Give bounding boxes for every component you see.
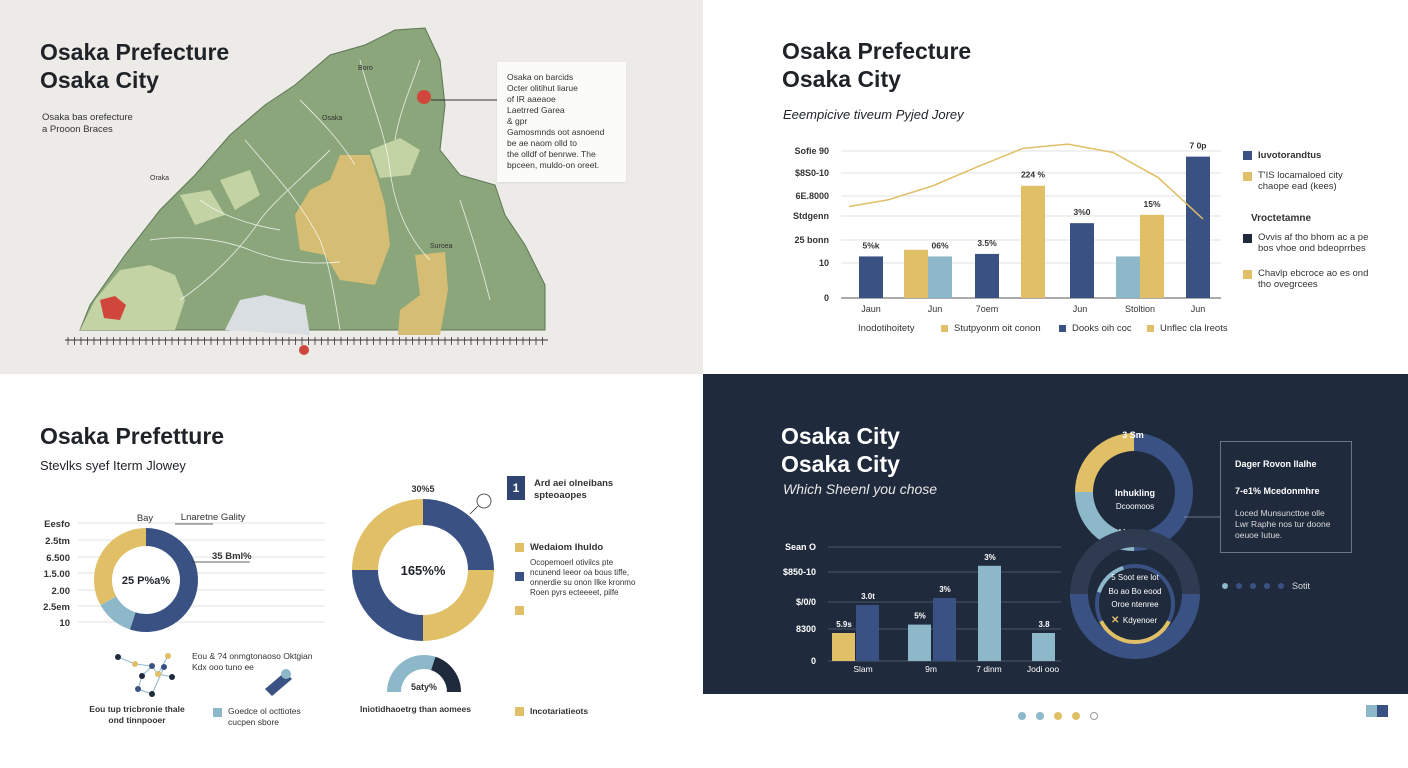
y-tick-label: 25 bonn [794, 235, 829, 245]
legend-swatch [515, 707, 524, 716]
bar[interactable] [908, 625, 931, 661]
y-tick-label: Sofie 90 [794, 146, 829, 156]
bar-value-label: 3% [939, 585, 951, 594]
osaka-map[interactable] [0, 0, 703, 374]
page-dot[interactable] [1018, 712, 1026, 720]
x-tick-label: Jun [927, 304, 943, 314]
bar-value-label: 15% [1143, 198, 1161, 209]
donut-panel-title: Osaka Prefetture [40, 423, 225, 449]
y-tick-label: Sean O [784, 542, 816, 552]
info-box-title: Dager Rovon llalhe [1235, 459, 1317, 469]
legend-swatch [1243, 270, 1252, 279]
legend-swatch [1243, 172, 1252, 181]
map-title: Osaka Prefecture Osaka City [40, 39, 230, 93]
y-tick-label: 6.500 [46, 553, 70, 564]
footer-legend-item: Dooks oih coc [1059, 323, 1132, 334]
page-dot-outline[interactable] [1090, 712, 1098, 720]
bar-panel-subtitle: Eeempicive tiveum Pyjed Jorey [783, 107, 964, 122]
x-tick-label: Jun [1190, 304, 1206, 314]
bar-value-label: 224 % [1020, 169, 1046, 180]
bar-value-label: 5%k [862, 240, 880, 251]
bar-panel-title: Osaka Prefecture Osaka City [782, 38, 972, 92]
legend-item [515, 606, 530, 615]
legend-swatch [515, 543, 524, 552]
legend-swatch [515, 572, 524, 581]
page-indicator[interactable] [1018, 712, 1098, 720]
small-caption: Eou & ?4 onmgtonaoso Oktgian Kdx ooo tuno ee [192, 651, 313, 672]
map-panel [0, 0, 703, 374]
donut-panel [0, 374, 703, 768]
footer-legend-item: Unflec cla lreots [1147, 323, 1228, 334]
donut-middle-slice[interactable] [423, 570, 481, 628]
legend-swatch [1059, 325, 1066, 332]
legend-swatch [1147, 325, 1154, 332]
donut-middle-slice[interactable] [423, 512, 481, 570]
y-tick-label: $8S0-10 [794, 168, 829, 178]
dark-panel [703, 374, 1408, 694]
page-dot[interactable] [1036, 712, 1044, 720]
network-node [132, 661, 138, 667]
legend-swatch [941, 325, 948, 332]
footer-label: Iniotidhaoetrg than aomees [360, 704, 471, 714]
x-tick-label: 7oem [975, 304, 999, 314]
legend-item: Wedaiom Ihuldo [515, 542, 603, 553]
map-label: Suroea [430, 243, 453, 250]
footer-label: Incotariatieots [515, 706, 588, 716]
chart-label: Lnaretne Gality [180, 512, 246, 523]
bar-value-label: 3.0t [861, 592, 875, 601]
info-box-text: Loced Munsuncttoe olle Lwr Raphe nos tur doone oeuoe Iutue. [1235, 508, 1331, 540]
bar[interactable] [928, 256, 952, 298]
x-tick-label: Jaun [861, 304, 881, 314]
bar-value-label: 7 0p [1189, 140, 1207, 151]
map-label: Oraka [150, 175, 170, 182]
map-callout [497, 62, 626, 182]
dark-panel-subtitle: Which Sheenl you chose [783, 481, 938, 497]
bar[interactable] [1140, 215, 1164, 298]
x-tick-label: 7 dinm [976, 664, 1002, 674]
map-label: Osaka [322, 115, 343, 122]
legend-item: Chavlp ebcroce ao es ond tho ovegrcees [1243, 268, 1373, 290]
ring-inner-label: Bo ao Bo eood [1108, 587, 1162, 596]
scale-marker-icon [299, 345, 309, 355]
bar[interactable] [1116, 256, 1140, 298]
x-tick-label: Jodi ooo [1026, 664, 1060, 674]
y-tick-label: 0 [823, 293, 829, 303]
network-node [161, 664, 167, 670]
donut-middle-slice[interactable] [365, 570, 423, 628]
bar[interactable] [1186, 157, 1210, 298]
bar[interactable] [933, 598, 956, 661]
ring-inner-label: Inhukling [1115, 488, 1155, 498]
ring-inner-label: Oroe ntenree [1111, 600, 1159, 609]
legend-swatch [213, 708, 222, 717]
network-node [149, 663, 155, 669]
legend-item: Ocopemoerl otivilcs pte ncunend Ieeor oa bous tiffe, onnerdie su onon Ilke kronmo Roen pyrs ecteeeet, pilfe [515, 558, 640, 598]
y-tick-label: 8300 [795, 624, 816, 634]
bar-value-label: 3.5% [977, 237, 997, 248]
y-tick-label: $850-10 [782, 567, 816, 577]
y-tick-label: $/0/0 [795, 597, 816, 607]
close-icon: ✕ [1111, 615, 1120, 626]
network-node [149, 691, 155, 697]
y-tick-label: Stdgenn [793, 211, 829, 221]
location-pin-icon[interactable] [417, 90, 431, 104]
dot[interactable] [1236, 583, 1242, 589]
dot[interactable] [1264, 583, 1270, 589]
half-donut-label: 5aty% [410, 682, 438, 692]
bar-chart-panel [703, 0, 1408, 374]
legend-item: Ovvis af tho bhom ac a pe bos vhoe ond bdeoprrbes [1243, 232, 1373, 254]
map-label: Boro [358, 65, 373, 72]
ring-top-label: 3 Sm [1122, 430, 1144, 440]
network-node [135, 686, 141, 692]
network-node [165, 653, 171, 659]
page-dot[interactable] [1054, 712, 1062, 720]
ring-inner-label: Dcoomoos [1115, 502, 1155, 511]
legend-section-title: Vroctetamne [1251, 213, 1312, 224]
leader-line [470, 506, 478, 514]
bar-value-label: 3.8 [1038, 620, 1050, 629]
bar-value-label: 5% [914, 611, 926, 621]
bar[interactable] [1070, 223, 1094, 298]
callout-text: Osaka on barcids Octer olitihut liarue of IR aaeaoe Laetrred Garea & gpr Gamosmnds oot asnoend be ae naom olld to the olldf of benrwe. The bpceen, muldo-on oreet. [507, 72, 605, 170]
donut-center-label: 165%% [400, 563, 446, 578]
bar[interactable] [1021, 186, 1045, 298]
y-tick-label: 2.00 [51, 586, 70, 597]
bar[interactable] [859, 256, 883, 298]
dark-panel-title: Osaka City Osaka City [781, 423, 900, 477]
donut-center-label: 25 P%a% [121, 575, 171, 587]
footer-label: Goedce ol octtiotes cucpen sbore [213, 706, 328, 728]
bar[interactable] [904, 250, 928, 298]
legend-swatch [515, 606, 524, 615]
y-tick-label: Eesfo [44, 519, 70, 530]
dot[interactable] [1278, 583, 1284, 589]
bar[interactable] [1032, 633, 1055, 661]
x-tick-label: 9m [925, 664, 937, 674]
dots-label: Sotit [1292, 581, 1311, 591]
y-tick-label: 6E.8000 [795, 191, 829, 201]
footer-legend-item: Stutpyonm oit conon [941, 323, 1041, 334]
y-tick-label: 2.5em [43, 602, 70, 613]
dark-info-box [1220, 441, 1352, 553]
y-tick-label: 10 [59, 618, 70, 629]
ring-inner-label: 5 Soot ere lot [1111, 573, 1159, 582]
y-tick-label: 10 [818, 258, 829, 268]
bar-value-label: 06% [931, 240, 949, 251]
map-subtitle: Osaka bas orefecture a Prooon Braces [42, 112, 133, 135]
ring-inner-label: Maanes [1118, 528, 1148, 537]
network-node [169, 674, 175, 680]
callout-bubble-icon [477, 494, 491, 508]
page-dot[interactable] [1072, 712, 1080, 720]
footer-label: Eou tup tricbronie thale ond tinnpooer [89, 704, 185, 725]
footer-legend-item: Inodotihoitety [858, 323, 915, 334]
bar[interactable] [832, 633, 855, 661]
x-tick-label: Slam [853, 664, 873, 674]
bar[interactable] [978, 566, 1001, 661]
legend-item: Iuvotorandtus [1243, 150, 1321, 161]
dot-indicator[interactable] [1222, 581, 1310, 591]
y-tick-label: 2.5tm [45, 536, 70, 547]
bar[interactable] [856, 605, 879, 661]
slide-thumbnail-icon[interactable] [1366, 705, 1388, 717]
donut-middle-slice[interactable] [365, 512, 423, 570]
x-tick-label: Jun [1072, 304, 1088, 314]
donut-top-label: Bay [136, 513, 154, 524]
dot[interactable] [1222, 583, 1228, 589]
bar-value-label: 3%0 [1073, 207, 1091, 218]
ring-top-slice[interactable] [1134, 442, 1184, 492]
y-tick-label: 1.5.00 [43, 569, 70, 580]
donut-panel-subtitle: Stevlks syef Iterm Jlowey [40, 458, 186, 473]
bar-value-label: 5.9s [836, 620, 852, 629]
ring-top-slice[interactable] [1084, 442, 1134, 492]
network-node [139, 673, 145, 679]
y-tick-label: 0 [810, 656, 816, 666]
legend-swatch [1243, 234, 1252, 243]
legend-number-badge: 1 [507, 476, 525, 500]
dot[interactable] [1250, 583, 1256, 589]
legend-item: T'IS locamaloed city chaope ead (kees) [1243, 170, 1373, 192]
x-tick-label: Stoltion [1124, 304, 1156, 314]
info-box-subtitle: 7-e1% Mcedonmhre [1235, 486, 1320, 496]
legend-swatch [1243, 151, 1252, 160]
network-node [155, 671, 161, 677]
bar[interactable] [975, 254, 999, 298]
bar-value-label: 3% [984, 552, 996, 562]
donut-legend-heading: Ard aei olneibans spteoaopes [534, 478, 614, 501]
slice-label: 35 Bml% [212, 551, 252, 562]
donut-top-label: 30%5 [411, 484, 435, 494]
ring-inner-label: Kdyenoer [1122, 616, 1158, 625]
network-node [115, 654, 121, 660]
